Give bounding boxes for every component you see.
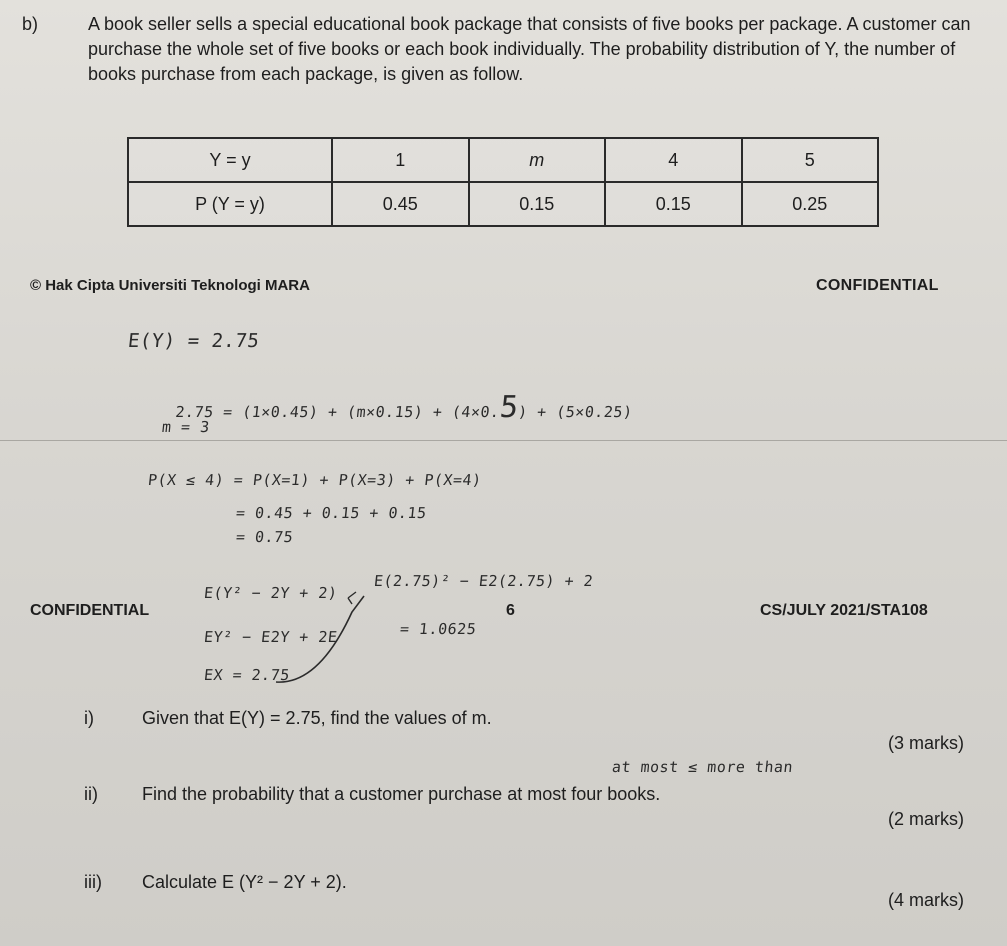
confidential-label: CONFIDENTIAL (816, 277, 939, 294)
marks-label: (4 marks) (888, 890, 964, 910)
marks-label: (2 marks) (888, 809, 964, 829)
handwritten-line: = 0.45 + 0.15 + 0.15 (235, 504, 428, 522)
handwritten-text: ) + (5×0.25) (517, 403, 634, 421)
table-cell: m (469, 138, 606, 182)
confidential-label: CONFIDENTIAL (30, 602, 150, 619)
table-cell: 0.25 (742, 182, 879, 226)
handwritten-line: EX = 2.75 (203, 666, 291, 684)
handwritten-line: EY² − E2Y + 2E (203, 628, 339, 646)
handwritten-line: E(Y² − 2Y + 2) (203, 584, 339, 602)
handwritten-text: 2.75 = (1×0.45) + (m×0.15) + (4×0. (174, 403, 501, 421)
handwritten-line: m = 3 (161, 418, 211, 436)
handwritten-line: = 1.0625 (399, 620, 478, 638)
table-cell: 0.15 (469, 182, 606, 226)
table-cell: 0.15 (605, 182, 742, 226)
handwritten-note: at most ≤ more than (611, 758, 795, 776)
part-label: i) (84, 708, 94, 728)
handwritten-line: E(Y) = 2.75 (126, 330, 261, 352)
part-text: Given that E(Y) = 2.75, find the values of m. (142, 708, 492, 728)
marks-label: (3 marks) (888, 733, 964, 753)
question-label: b) (22, 14, 39, 34)
table-cell: 4 (605, 138, 742, 182)
part-text: Find the probability that a customer purchase at most four books. (142, 784, 661, 804)
handwritten-line: P(X ≤ 4) = P(X=1) + P(X=3) + P(X=4) (147, 471, 483, 489)
table-cell: 0.45 (332, 182, 469, 226)
part-text: Calculate E (Y² − 2Y + 2). (142, 872, 347, 892)
handwritten-correction: 5 (498, 390, 521, 425)
copyright-notice: © Hak Cipta Universiti Teknologi MARA (30, 277, 310, 294)
handwritten-line: E(2.75)² − E2(2.75) + 2 (373, 572, 595, 590)
page-number: 6 (506, 602, 515, 619)
table-cell: 5 (742, 138, 879, 182)
part-label: iii) (84, 872, 102, 892)
course-code: CS/JULY 2021/STA108 (760, 602, 928, 619)
question-intro: A book seller sells a special educational book package that consists of five books per package. A customer can purchase the whole set of five books or each book individually. The probability distribution of Y, the number of books purchase from each package, is given as follow. (88, 14, 971, 84)
table-cell: P (Y = y) (128, 182, 332, 226)
part-label: ii) (84, 784, 98, 804)
handwritten-line: = 0.75 (235, 528, 295, 546)
table-cell: 1 (332, 138, 469, 182)
table-cell: Y = y (128, 138, 332, 182)
